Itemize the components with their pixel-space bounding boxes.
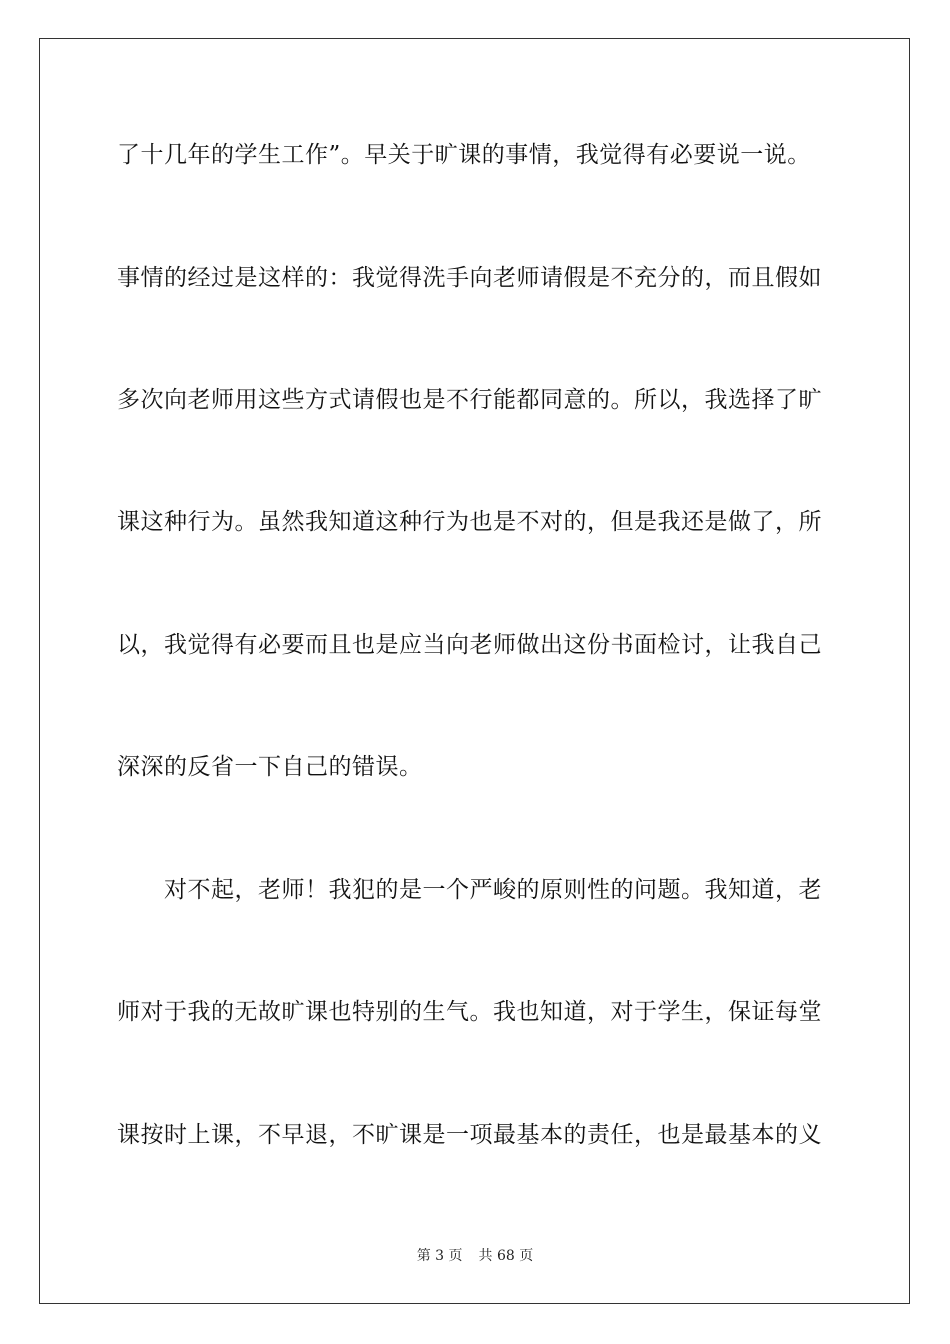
page-number: 第 3 页	[416, 1248, 463, 1264]
paragraph-first-line: 对不起，老师！我犯的是一个严峻的原则性的问题。我知道，老	[164, 877, 822, 903]
page-border	[39, 38, 910, 1304]
body-text-line: 多次向老师用这些方式请假也是不行能都同意的。所以，我选择了旷	[117, 387, 822, 413]
total-pages: 共 68 页	[478, 1248, 534, 1264]
body-text-line: 深深的反省一下自己的错误。	[117, 754, 423, 780]
body-text-line: 师对于我的无故旷课也特别的生气。我也知道，对于学生，保证每堂	[117, 999, 822, 1025]
body-text-line: 课按时上课，不早退，不旷课是一项最基本的责任，也是最基本的义	[117, 1122, 822, 1148]
body-text-line: 事情的经过是这样的：我觉得洗手向老师请假是不充分的，而且假如	[117, 265, 822, 291]
page-footer	[0, 1247, 950, 1265]
body-text-line: 了十几年的学生工作”。早关于旷课的事情，我觉得有必要说一说。	[117, 142, 811, 168]
body-text-line: 以，我觉得有必要而且也是应当向老师做出这份书面检讨，让我自己	[117, 632, 822, 658]
body-text-line: 课这种行为。虽然我知道这种行为也是不对的，但是我还是做了，所	[117, 509, 822, 535]
